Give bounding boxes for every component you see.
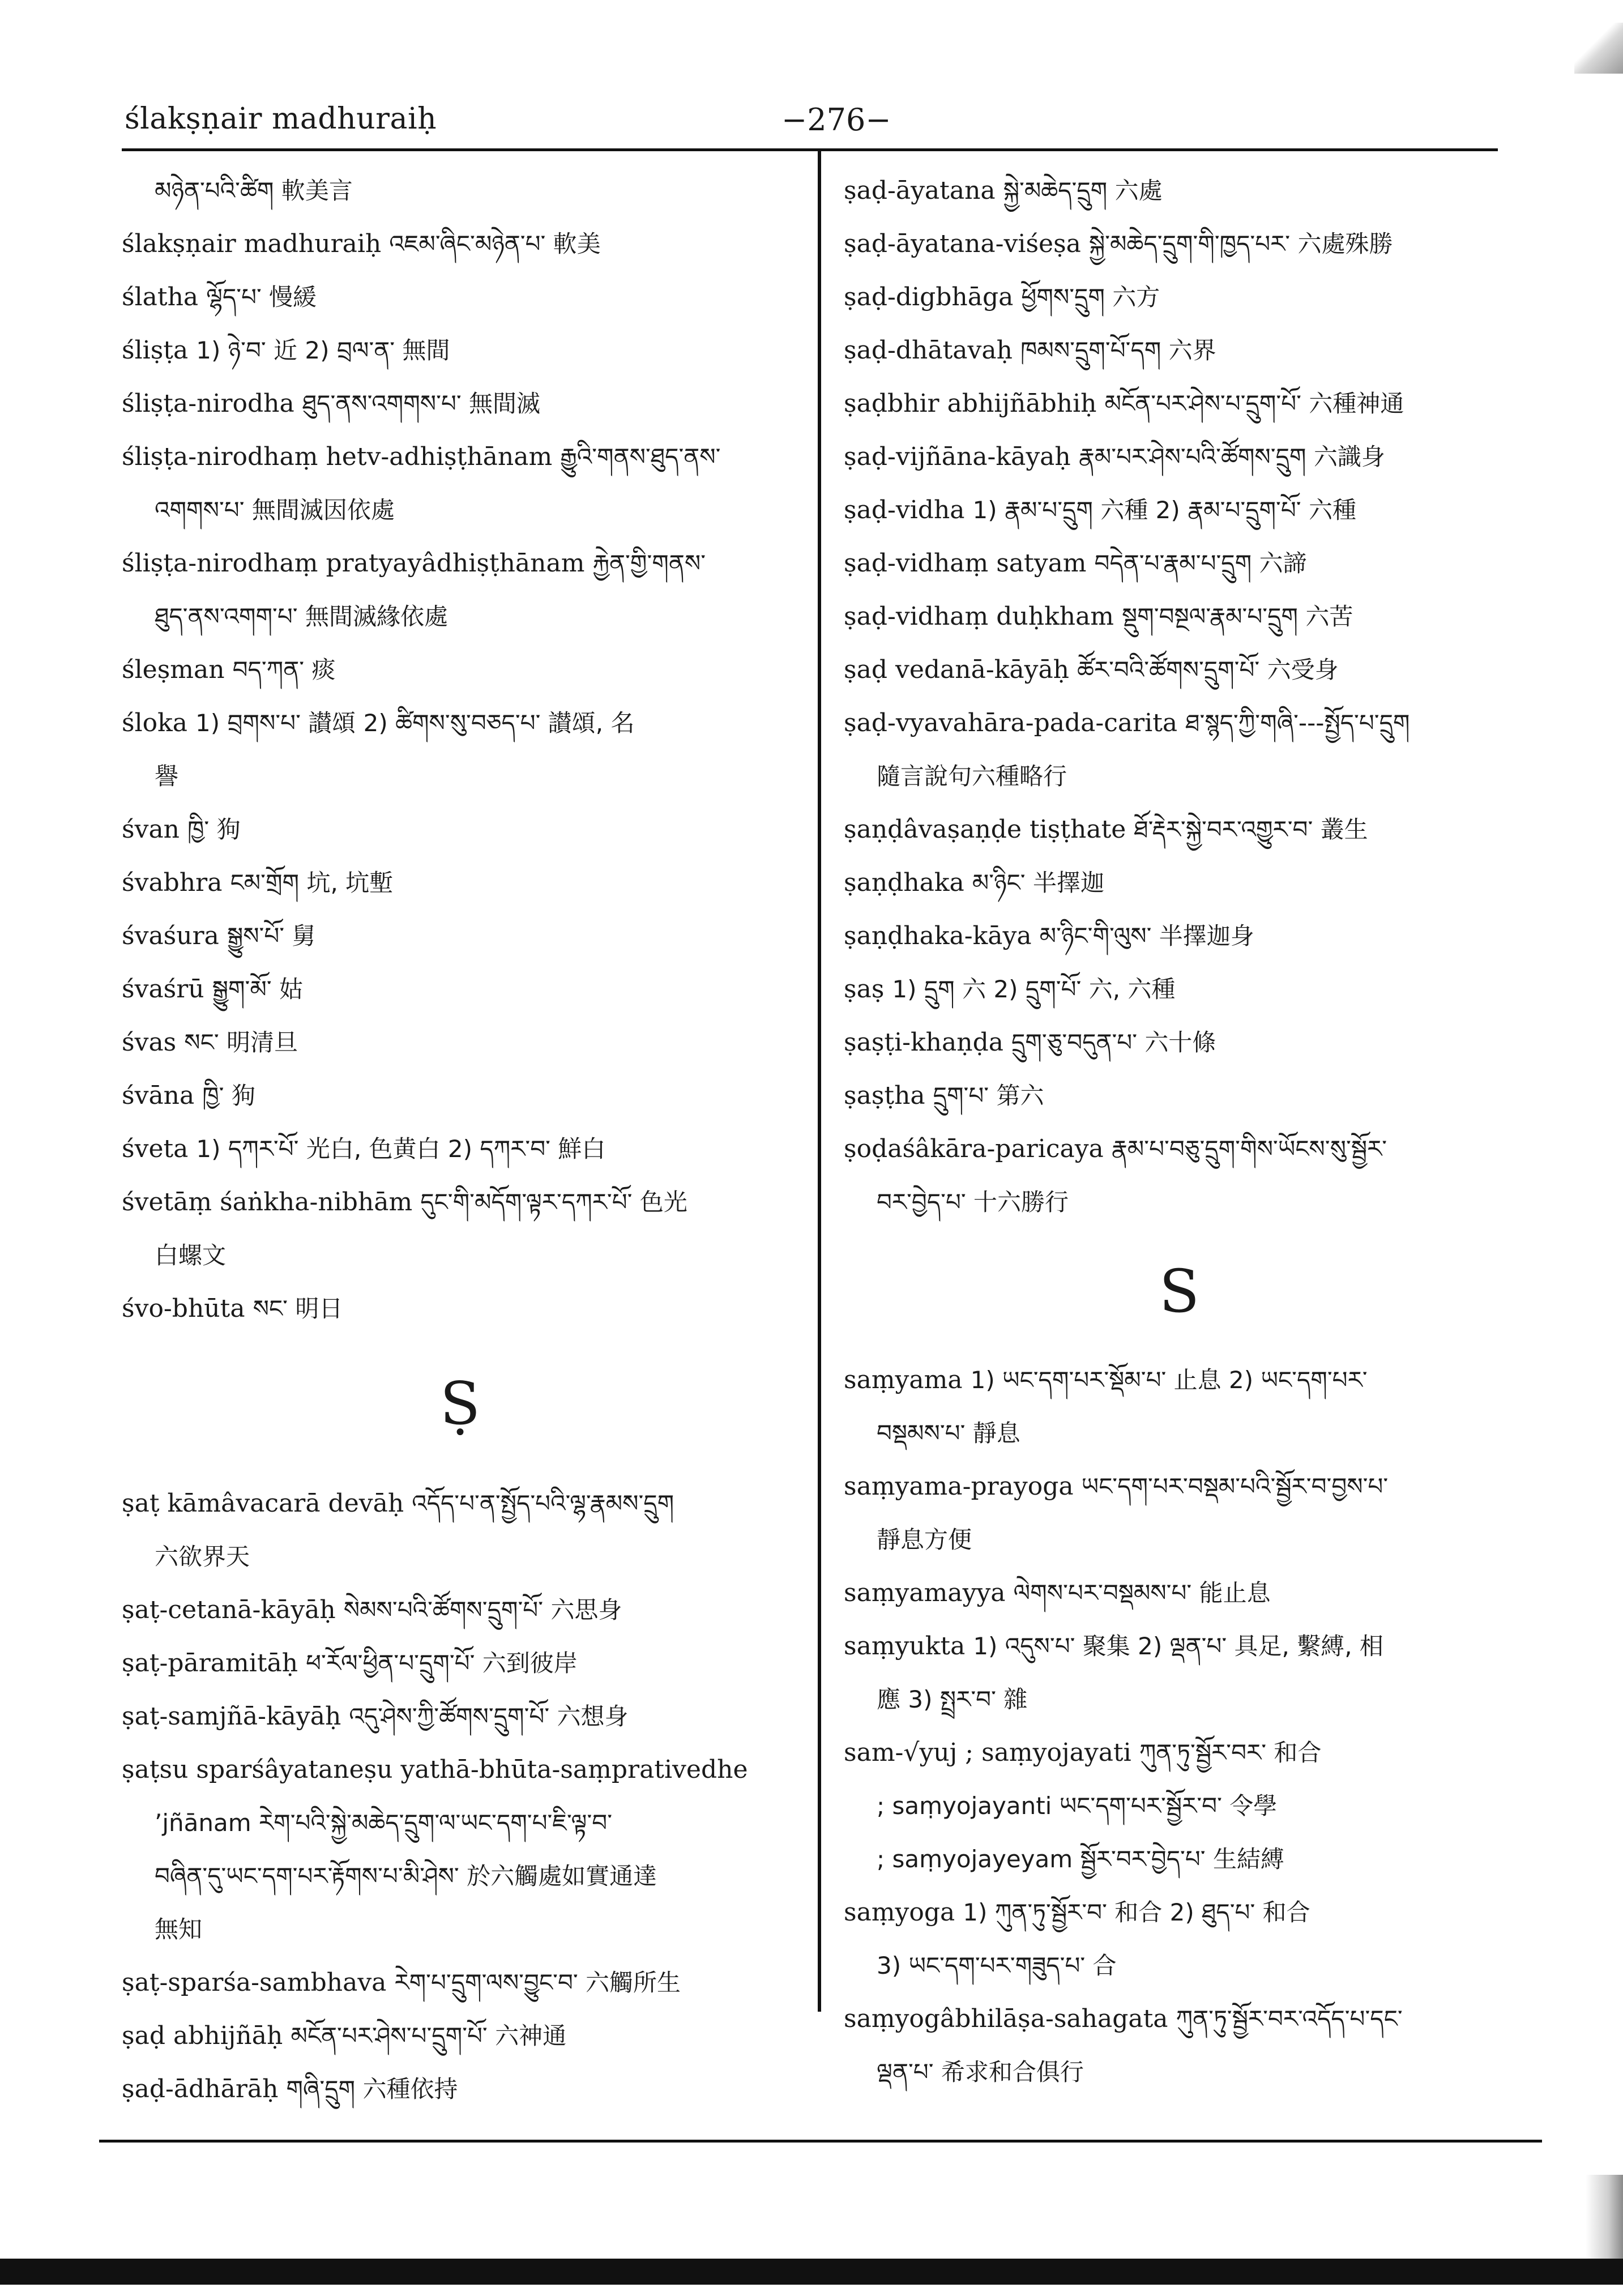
entry-translation: སྐྱེ་མཆེད་དྲུག་གི་ཁྱད་པར་ 六處殊勝 — [1088, 230, 1393, 258]
entry-line — [122, 910, 798, 963]
entry-headword: saṃyogâbhilāṣa-sahagata — [844, 2004, 1168, 2033]
entry-headword: ṣoḍaśâkāra-paricaya — [844, 1134, 1104, 1163]
dictionary-entry — [122, 2009, 798, 2063]
entry-translation: འདོད་པ་ན་སྤྱོད་པའི་ལྷ་རྣམས་དྲུག — [412, 1490, 674, 1517]
entry-translation: སྡུག་བསྔལ་རྣམ་པ་དྲུག 六苦 — [1122, 603, 1353, 630]
entry-translation: མངོན་པར་ཤེས་པ་དྲུག་པོ་ 六種神通 — [1104, 390, 1404, 417]
entry-headword: ṣaṭ-sparśa-sambhava — [122, 1968, 387, 1997]
entry-translation: མ་ཉིང་ 半擇迦 — [972, 869, 1104, 897]
dictionary-entry — [844, 271, 1515, 324]
entry-line — [122, 1016, 798, 1069]
entry-headword: ṣaḍ abhijñāḥ — [122, 2021, 283, 2050]
entry-translation: རྣམ་པ་བཅུ་དྲུག་གིས་ཡོངས་སུ་སྦྱོར་ — [1111, 1135, 1387, 1163]
dictionary-entry — [844, 1992, 1515, 2099]
page-number: −276− — [781, 102, 891, 138]
dictionary-entry — [122, 1282, 798, 1335]
dictionary-entry — [844, 324, 1515, 377]
dictionary-entry — [122, 1477, 798, 1584]
entry-translation: སྒྱུག་མོ་ 姑 — [212, 975, 304, 1003]
entry-translation: ཐུད་ནས་འགགས་པ་ 無間滅 — [302, 390, 541, 417]
entry-line — [844, 484, 1515, 537]
entry-translation: འདུ་ཤེས་ཀྱི་ཚོགས་དྲུག་པོ་ 六想身 — [349, 1702, 629, 1730]
entry-continuation: ; saṃyojayeyam སྦྱོར་བར་བྱེད་པ་ 生結縛 — [877, 1845, 1284, 1873]
entry-continuation: ; saṃyojayanti ཡང་དག་པར་སྦྱོར་བ་ 令學 — [877, 1792, 1278, 1820]
dictionary-entry — [844, 1460, 1515, 1567]
entry-headword: saṃyama-prayoga — [844, 1472, 1074, 1501]
entry-translation: རྐྱེན་གྱི་གནས་ — [592, 549, 706, 577]
entry-headword: śliṣṭa-nirodhaṃ hetv-adhiṣṭhānam — [122, 442, 553, 471]
entry-translation: 1) ཡང་དག་པར་སྡོམ་པ་ 止息 2) ཡང་དག་པར་ — [970, 1366, 1368, 1394]
entry-headword: ṣaṣṭi-khaṇḍa — [844, 1028, 1003, 1057]
dictionary-entry — [844, 803, 1515, 856]
dictionary-entry — [844, 1123, 1515, 1229]
dictionary-entry — [122, 164, 798, 217]
dictionary-entry — [844, 856, 1515, 910]
entry-translation: 1) རྣམ་པ་དྲུག 六種 2) རྣམ་པ་དྲུག་པོ་ 六種 — [972, 496, 1356, 524]
header-rule — [122, 148, 1498, 151]
entry-line — [844, 910, 1515, 963]
dictionary-entry — [844, 537, 1515, 590]
entry-line — [844, 856, 1515, 910]
entry-line — [844, 643, 1515, 697]
entry-headword: śvo-bhūta — [122, 1294, 245, 1323]
section-letter-s-dot: Ṣ — [439, 1369, 481, 1438]
left-column — [122, 164, 798, 2116]
entry-line — [844, 1016, 1515, 1069]
dictionary-entry — [122, 1850, 798, 1903]
entry-headword: ṣaṇḍâvaṣaṇḍe tiṣṭhate — [844, 815, 1126, 844]
dictionary-entry — [122, 910, 798, 963]
entry-headword: śvabhra — [122, 868, 223, 897]
dictionary-entry — [844, 1833, 1515, 1886]
dictionary-entry — [122, 1584, 798, 1637]
entry-line — [844, 1992, 1515, 2046]
entry-continuation: ’jñānam རེག་པའི་སྐྱེ་མཆེད་དྲུག་ལ་ཡང་དག་པ་ཇི་ལྟ་བ་ — [155, 1809, 613, 1837]
dictionary-entry — [122, 643, 798, 697]
entry-line — [122, 1176, 798, 1229]
entry-translation: མངོན་པར་ཤེས་པ་དྲུག་པོ་ 六神通 — [291, 2022, 567, 2050]
entry-headword: ṣaṣṭha — [844, 1081, 925, 1110]
dictionary-entry — [844, 1069, 1515, 1123]
entry-headword: ṣaṭ-pāramitāḥ — [122, 1649, 298, 1678]
right-entries-before — [844, 164, 1515, 1229]
dictionary-entry — [844, 377, 1515, 430]
entry-headword: ṣaḍ-dhātavaḥ — [844, 336, 1013, 365]
scan-edge-shadow — [1574, 23, 1623, 74]
entry-line — [844, 164, 1515, 217]
entry-headword: śvetāṃ śaṅkha-nibhām — [122, 1188, 413, 1217]
entry-continuation: བཞིན་དུ་ཡང་དག་པར་རྟོགས་པ་མི་ཤེས་ 於六觸處如實通達 — [155, 1862, 657, 1890]
entry-headword: ṣaḍ-vijñāna-kāyaḥ — [844, 442, 1071, 471]
dictionary-entry — [122, 1637, 798, 1690]
entry-line — [122, 1690, 798, 1743]
entry-translation: དྲུག་པ་ 第六 — [933, 1082, 1044, 1109]
dictionary-entry — [844, 1354, 1515, 1460]
entry-translation: ཀུན་ཏུ་སྦྱོར་བར་འདོད་པ་དང་ — [1176, 2005, 1403, 2033]
entry-line — [122, 963, 798, 1016]
entry-headword: śvaśrū — [122, 975, 204, 1004]
entry-translation: རྣམ་པར་ཤེས་པའི་ཚོགས་དྲུག 六識身 — [1078, 443, 1385, 471]
entry-translation: ཐོ་རྡེར་སྐྱེ་བར་འགྱུར་བ་ 叢生 — [1134, 816, 1368, 843]
dictionary-entry — [844, 1726, 1515, 1779]
entry-translation: 1) ཉེ་བ་ 近 2) བྲལ་ན་ 無間 — [196, 336, 450, 364]
entry-translation: ཁམས་དྲུག་པོ་དག 六界 — [1020, 336, 1216, 364]
entry-headword: ṣaḍ-āyatana-viśeṣa — [844, 229, 1081, 258]
dictionary-entry — [844, 1886, 1515, 1992]
dictionary-entry — [844, 910, 1515, 963]
right-column — [844, 164, 1515, 2099]
section-letter-s: S — [1159, 1257, 1200, 1326]
entry-translation: དྲུག་ཅུ་བདུན་པ་ 六十條 — [1011, 1028, 1216, 1056]
entry-headword: ṣaḍ-vidhaṃ duḥkham — [844, 602, 1114, 631]
entry-translation: 1) ཀུན་ཏུ་སྦྱོར་བ་ 和合 2) ཐུད་པ་ 和合 — [963, 1898, 1310, 1926]
entry-translation: སང་ 明清旦 — [184, 1028, 298, 1056]
entry-line — [844, 1460, 1515, 1513]
entry-headword: ṣaḍ-vidhaṃ satyam — [844, 549, 1087, 578]
entry-translation: 1) དཀར་པོ་ 光白, 色黄白 2) དཀར་བ་ 鮮白 — [196, 1135, 606, 1163]
entry-headword: śliṣṭa-nirodhaṃ pratyayâdhiṣṭhānam — [122, 549, 585, 578]
entry-line — [844, 697, 1515, 750]
entry-translation: སྒྱུས་པོ་ 舅 — [227, 922, 316, 950]
entry-line — [844, 1354, 1515, 1407]
entry-line — [122, 1069, 798, 1123]
entry-translation: ལྷོད་པ་ 慢緩 — [206, 283, 317, 311]
entry-translation: རེག་པ་དྲུག་ལས་བྱུང་བ་ 六觸所生 — [394, 1969, 681, 1996]
entry-headword: śvaśura — [122, 921, 219, 950]
entry-line — [844, 217, 1515, 271]
entry-headword: ṣaḍ-ādhārāḥ — [122, 2075, 279, 2103]
entry-translation: ངམ་གྲོག 坑, 坑塹 — [230, 869, 394, 897]
entry-continuation: 無知 — [155, 1915, 203, 1943]
entry-line — [122, 537, 798, 590]
entry-headword: ṣaḍ-digbhāga — [844, 283, 1014, 311]
entry-line — [122, 697, 798, 750]
dictionary-entry — [122, 324, 798, 377]
entry-translation: གཞི་དྲུག 六種依持 — [286, 2075, 458, 2103]
entry-headword: śleṣman — [122, 655, 225, 684]
dictionary-entry — [844, 1779, 1515, 1833]
entry-line — [122, 856, 798, 910]
entry-headword: ṣaḍ-vyavahāra-pada-carita — [844, 709, 1178, 737]
dictionary-entry — [844, 430, 1515, 484]
right-entries-after — [844, 1354, 1515, 2099]
entry-translation: སྐྱེ་མཆེད་དྲུག 六處 — [1003, 177, 1163, 204]
entry-continuation: 譽 — [155, 762, 179, 790]
entry-line — [122, 1282, 798, 1335]
entry-line — [122, 164, 798, 217]
entry-headword: ṣaṭ kāmâvacarā devāḥ — [122, 1489, 404, 1518]
entry-translation: 1) བྲགས་པ་ 讃頌 2) ཚིགས་སུ་བཅད་པ་ 讃頌, 名 — [195, 709, 635, 737]
dictionary-entry — [844, 484, 1515, 537]
dictionary-entry — [122, 2063, 798, 2116]
entry-headword: ṣaṣ — [844, 975, 885, 1004]
entry-continuation: ལྡན་པ་ 希求和合俱行 — [877, 2058, 1084, 2086]
entry-line — [122, 2009, 798, 2063]
entry-headword: sam-√yuj ; saṃyojayati — [844, 1738, 1131, 1767]
dictionary-entry — [122, 377, 798, 430]
entry-continuation: 3) ཡང་དག་པར་གཟུད་པ་ 合 — [877, 1952, 1117, 1979]
dictionary-entry — [122, 697, 798, 803]
dictionary-entry — [844, 1016, 1515, 1069]
entry-translation: རྒྱུའི་གནས་ཐུད་ནས་ — [560, 443, 721, 471]
entry-translation: ཁྱི་ 狗 — [202, 1082, 255, 1109]
entry-line — [122, 643, 798, 697]
entry-line — [122, 803, 798, 856]
footer-rule — [99, 2140, 1542, 2143]
entry-line — [122, 1123, 798, 1176]
entry-translation: ཡང་དག་པར་བསྡམ་པའི་སྦྱོར་བ་བྱས་པ་ — [1081, 1473, 1389, 1500]
entry-translation: ཕ་རོལ་ཕྱིན་པ་དྲུག་པོ་ 六到彼岸 — [306, 1649, 578, 1677]
entry-headword: śvan — [122, 815, 180, 844]
dictionary-entry — [122, 1176, 798, 1282]
dictionary-entry — [844, 1567, 1515, 1620]
entry-line — [122, 324, 798, 377]
entry-translation: ཁྱི་ 狗 — [187, 816, 241, 843]
entry-translation: ཚོར་བའི་ཚོགས་དྲུག་པོ་ 六受身 — [1077, 656, 1339, 684]
entry-translation: འཇམ་ཞིང་མཉེན་པ་ 軟美 — [389, 230, 601, 258]
entry-translation: 1) འདུས་པ་ 聚集 2) ལྡན་པ་ 具足, 繫縛, 相 — [973, 1632, 1383, 1660]
entry-continuation: 靜息方便 — [877, 1526, 972, 1554]
entry-headword: ślatha — [122, 283, 199, 311]
dictionary-entry — [122, 1690, 798, 1743]
entry-headword: ṣaṇḍhaka — [844, 868, 964, 897]
entry-headword: śliṣṭa-nirodha — [122, 389, 294, 418]
dictionary-entry — [122, 1016, 798, 1069]
running-head: ślakṣṇair madhuraiḥ — [125, 102, 437, 136]
entry-headword: śloka — [122, 709, 188, 737]
dictionary-entry — [844, 590, 1515, 643]
dictionary-entry — [122, 537, 798, 643]
entry-line — [844, 1726, 1515, 1779]
column-divider — [818, 148, 821, 2012]
entry-headword: saṃyoga — [844, 1898, 955, 1927]
entry-headword: ṣaḍ-āyatana — [844, 176, 996, 205]
dictionary-entry — [844, 963, 1515, 1016]
dictionary-entry — [844, 643, 1515, 697]
entry-line — [122, 271, 798, 324]
entry-headword: śvāna — [122, 1081, 195, 1110]
entry-line — [122, 1743, 798, 1796]
entry-continuation: བར་བྱེད་པ་ 十六勝行 — [877, 1188, 1069, 1216]
entry-line — [844, 271, 1515, 324]
scan-bottom-band — [0, 2259, 1623, 2285]
entry-headword: saṃyukta — [844, 1632, 966, 1661]
dictionary-entry — [844, 217, 1515, 271]
dictionary-entry — [122, 1956, 798, 2009]
entry-headword: śvas — [122, 1028, 177, 1057]
entry-line — [844, 1886, 1515, 1939]
entry-translation: བདེན་པ་རྣམ་པ་དྲུག 六諦 — [1094, 549, 1307, 577]
entry-headword: ṣaḍ vedanā-kāyāḥ — [844, 655, 1070, 684]
entry-line — [122, 1637, 798, 1690]
entry-line — [122, 377, 798, 430]
dictionary-entry — [122, 1903, 798, 1956]
entry-headword: ślakṣṇair madhuraiḥ — [122, 229, 382, 258]
entry-line — [844, 1123, 1515, 1176]
entry-line — [122, 430, 798, 484]
entry-headword: ṣaṭsu sparśâyataneṣu yathā-bhūta-saṃprativedhe — [122, 1755, 748, 1784]
entry-continuation: འགགས་པ་ 無間滅因依處 — [155, 496, 395, 524]
entry-translation: ལེགས་པར་བསྡམས་པ་ 能止息 — [1013, 1579, 1271, 1607]
entry-headword: ṣaṇḍhaka-kāya — [844, 921, 1032, 950]
dictionary-entry — [844, 697, 1515, 803]
entry-headword: śveta — [122, 1134, 189, 1163]
entry-translation: ཀུན་ཏུ་སྦྱོར་བར་ 和合 — [1139, 1739, 1322, 1766]
scan-edge-shadow-bottom — [1586, 2175, 1623, 2260]
entry-line — [844, 377, 1515, 430]
entry-line — [122, 1956, 798, 2009]
entry-continuation: 隨言說句六種略行 — [877, 762, 1067, 790]
entry-continuation: ཐུད་ནས་འགག་པ་ 無間滅緣依處 — [155, 603, 448, 630]
entry-headword: ṣaṭ-cetanā-kāyāḥ — [122, 1595, 336, 1624]
entry-translation: ཐ་སྙད་ཀྱི་གཞི་---སྤྱོད་པ་དྲུག — [1185, 709, 1410, 737]
dictionary-entry — [844, 164, 1515, 217]
entry-line — [844, 963, 1515, 1016]
entry-line — [844, 590, 1515, 643]
entry-continuation: 白螺文 — [155, 1241, 227, 1269]
dictionary-entry — [122, 856, 798, 910]
entry-translation: བད་ཀན་ 痰 — [232, 656, 336, 684]
entry-continuation: 六欲界天 — [155, 1543, 250, 1571]
entry-translation: དུང་གི་མདོག་ལྟར་དཀར་པོ་ 色光 — [420, 1188, 687, 1216]
entry-headword: śliṣṭa — [122, 336, 189, 365]
entry-headword: saṃyama — [844, 1365, 963, 1394]
entry-headword: ṣaḍ-vidha — [844, 496, 965, 524]
entry-line — [844, 537, 1515, 590]
entry-translation: མ་ཉིང་གི་ལུས་ 半擇迦身 — [1039, 922, 1254, 950]
entry-continuation: བསྡམས་པ་ 靜息 — [877, 1419, 1020, 1447]
entry-headword: ṣaḍbhir abhijñābhiḥ — [844, 389, 1097, 418]
dictionary-entry — [122, 1069, 798, 1123]
entry-line — [844, 1567, 1515, 1620]
dictionary-entry — [122, 963, 798, 1016]
entry-line — [844, 324, 1515, 377]
left-entries-before — [122, 164, 798, 1335]
entry-translation: མཉེན་པའི་ཚིག 軟美言 — [155, 177, 353, 204]
entry-line — [844, 430, 1515, 484]
entry-translation: སེམས་པའི་ཚོགས་དྲུག་པོ་ 六思身 — [343, 1596, 622, 1624]
entry-line — [122, 217, 798, 271]
left-entries-after — [122, 1477, 798, 2116]
dictionary-entry — [122, 430, 798, 537]
entry-line — [122, 1477, 798, 1530]
dictionary-entry — [122, 803, 798, 856]
entry-headword: saṃyamayya — [844, 1578, 1006, 1607]
entry-line — [844, 1069, 1515, 1123]
dictionary-entry — [844, 1620, 1515, 1726]
entry-translation: ཕྱོགས་དྲུག 六方 — [1021, 283, 1160, 311]
dictionary-entry — [122, 1123, 798, 1176]
entry-continuation: 應 3) སྤྲར་བ་ 雜 — [877, 1685, 1028, 1713]
entry-line — [122, 2063, 798, 2116]
entry-line — [122, 1584, 798, 1637]
entry-line — [844, 803, 1515, 856]
dictionary-entry — [122, 271, 798, 324]
entry-translation: 1) དྲུག 六 2) དྲུག་པོ་ 六, 六種 — [892, 975, 1176, 1003]
entry-line — [844, 1620, 1515, 1673]
entry-translation: སང་ 明日 — [253, 1295, 343, 1322]
dictionary-entry — [122, 217, 798, 271]
dictionary-entry — [122, 1743, 798, 1850]
entry-headword: ṣaṭ-samjñā-kāyāḥ — [122, 1702, 341, 1731]
